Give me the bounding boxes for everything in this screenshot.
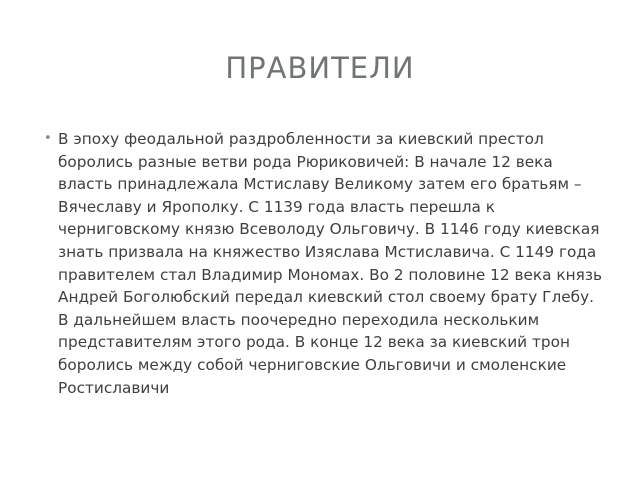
bullet-item — [44, 128, 604, 399]
bullet-list — [44, 128, 604, 399]
bullet-text: В эпоху феодальной раздробленности за киевский престол боролись разные ветви рода Рюриковичей: В начале 12 века власть принадлежала Мстиславу Великому затем его братьям – Вячеславу и Ярополку. С 1139 года власть перешла к черниговскому князю Всеволоду Ольговичу. В 1146 году киевская знать призвала на княжество Изяслава Мстиславича. С 1149 года правителем стал Владимир Мономах. Во 2 половине 12 века князь Андрей Боголюбский передал киевский стол своему брату Глебу. В дальнейшем власть поочередно переходила нескольким представителям этого рода. В конце 12 века за киевский трон боролись между собой черниговские Ольговичи и смоленские Ростиславичи — [58, 130, 602, 397]
slide-title: ПРАВИТЕЛИ — [225, 51, 415, 85]
bullet-marker: • — [44, 131, 52, 146]
